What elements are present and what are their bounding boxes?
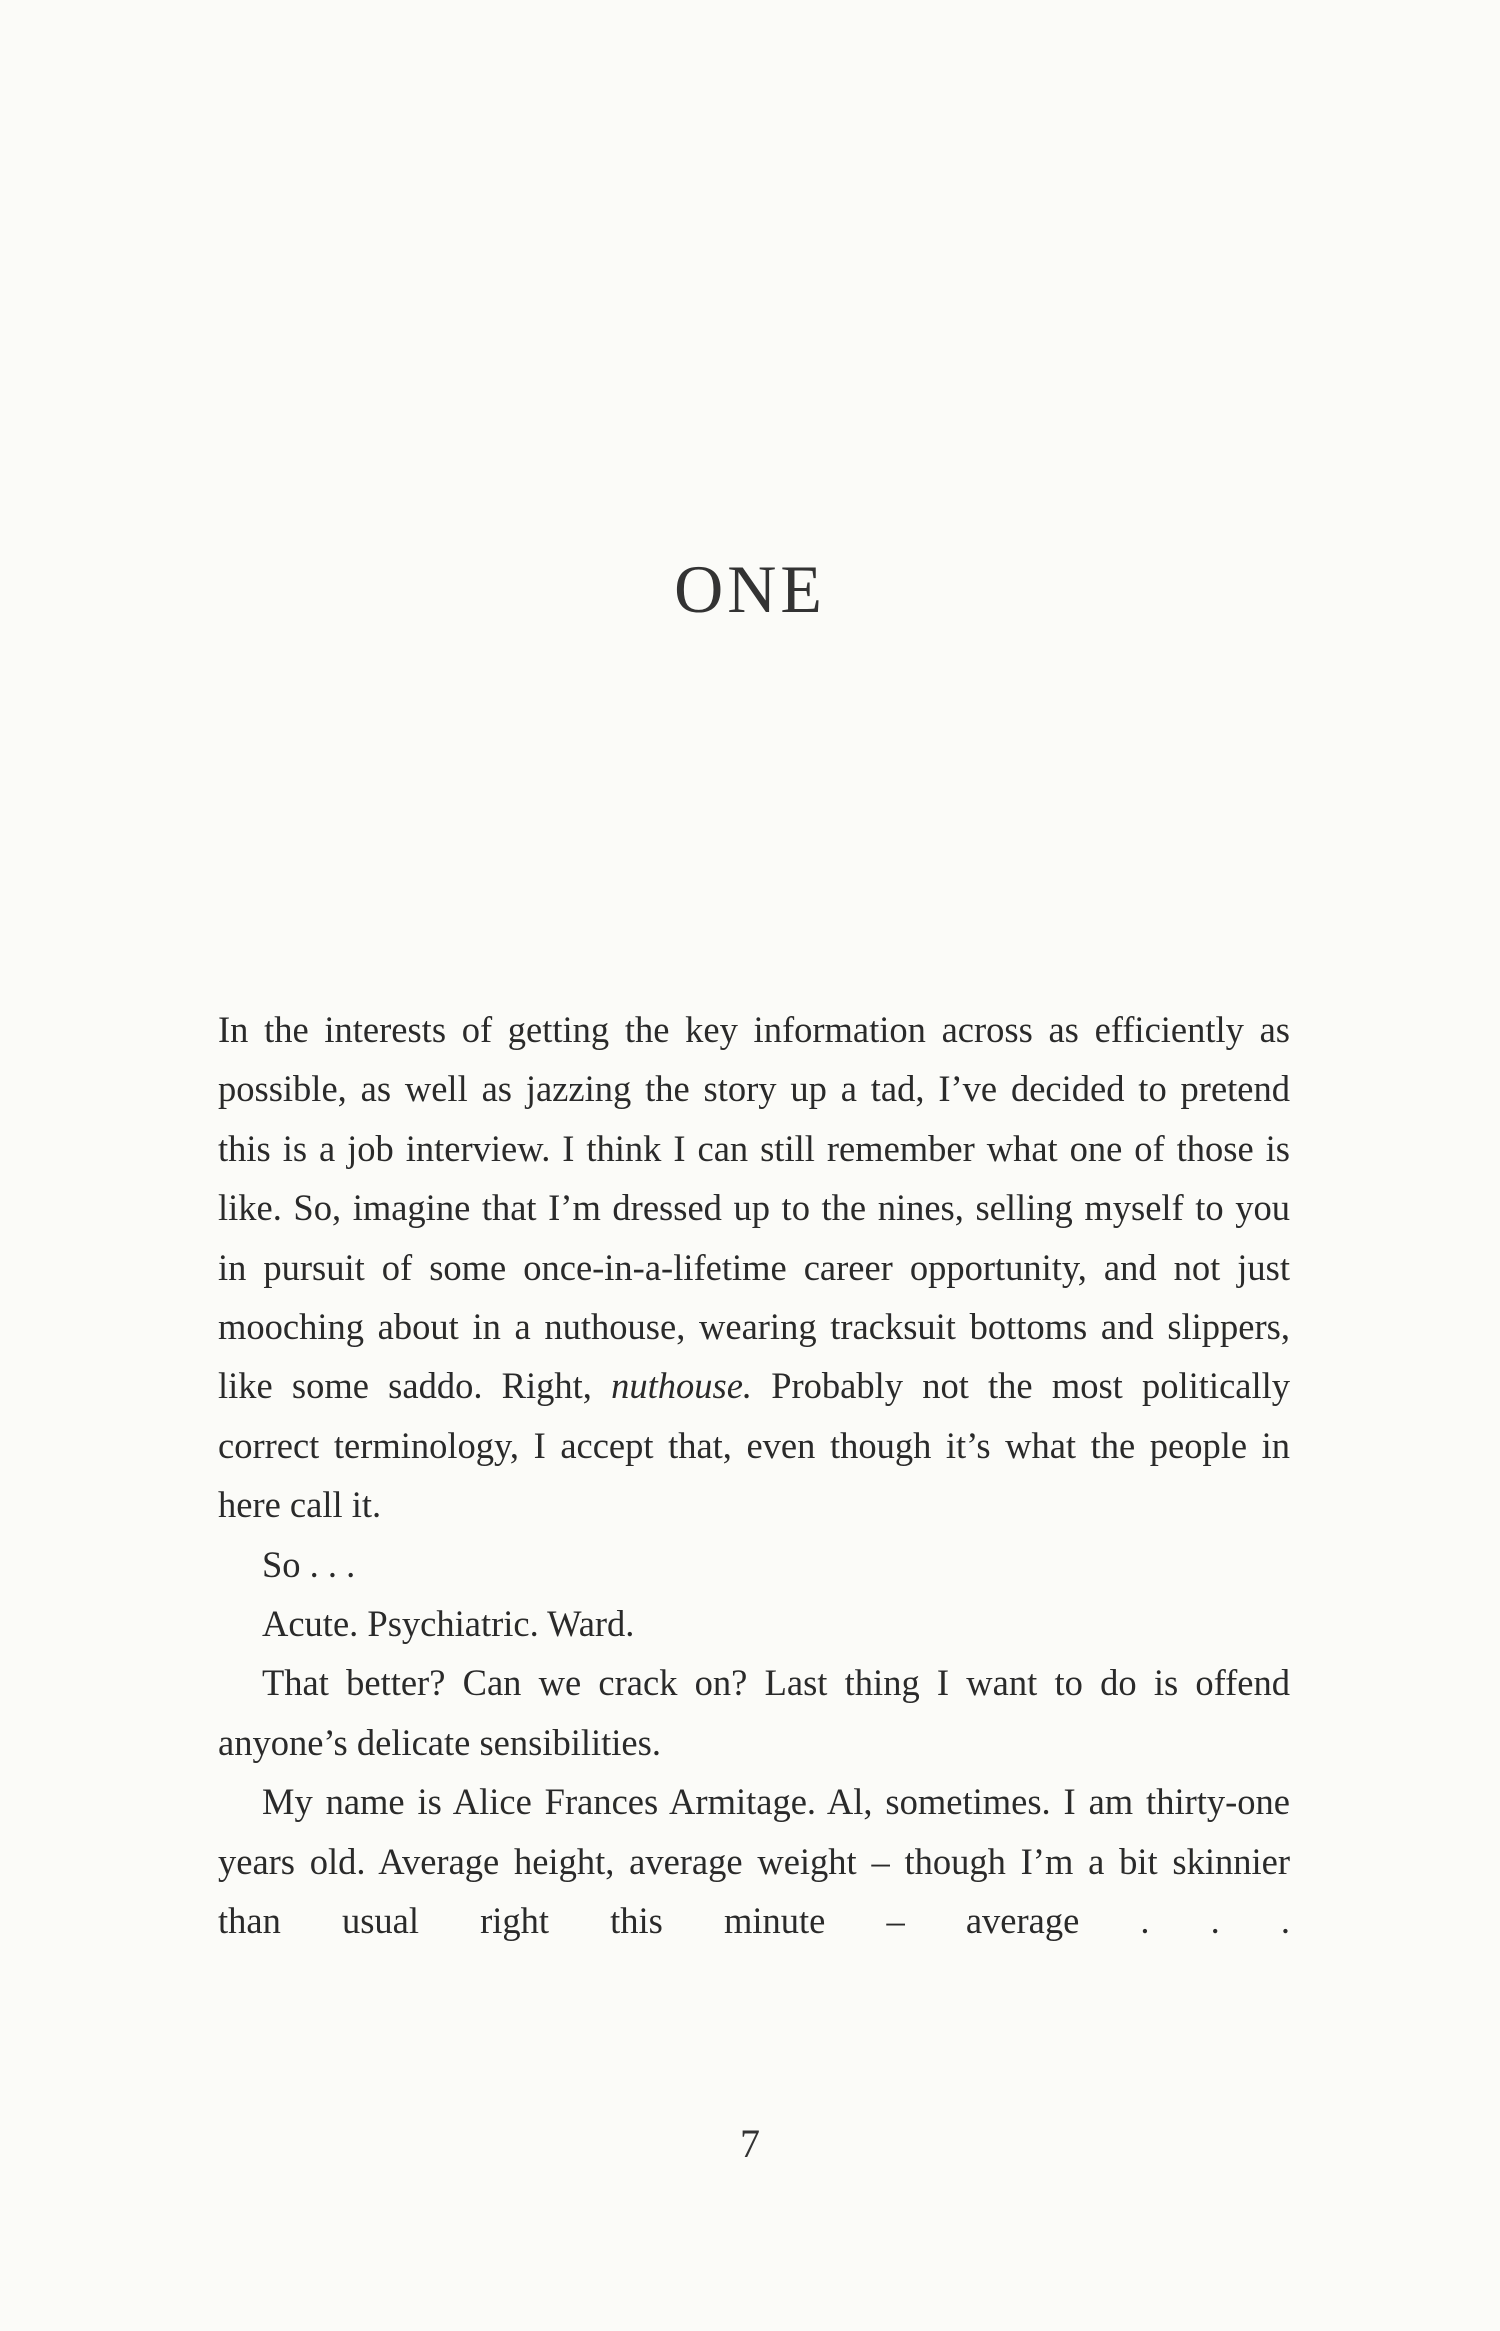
- paragraph-3: Acute. Psychiatric. Ward.: [262, 1603, 635, 1645]
- paragraph-5: My name is Alice Frances Armitage. Al, sometimes. I am thirty-one years old. Average height, average weight – though I’m a bit skinnier than usual right this minute – average . . .: [218, 1781, 1290, 1942]
- emphasis-nuthouse: nuthouse.: [611, 1365, 753, 1407]
- paragraph-1-text-before: In the interests of getting the key information across as efficiently as possible, as well as jazzing the story up a tad, I’ve decided to pretend this is a job interview. I think I can still remember what one of those is like. So, imagine that I’m dressed up to the nines, selling myself to you in pursuit of some once-in-a-lifetime career opportunity, and not just mooching about in a nuthouse, wearing tracksuit bottoms and slippers, like some saddo. Right,: [218, 1009, 1290, 1407]
- paragraph-2: So . . .: [262, 1543, 356, 1585]
- page-number: 7: [740, 2121, 760, 2166]
- body-text: [218, 1000, 1290, 1951]
- paragraph-1: [218, 1000, 1290, 1535]
- chapter-title: ONE: [674, 551, 826, 627]
- paragraph-4: That better? Can we crack on? Last thing I want to do is offend anyone’s delicate sensibilities.: [218, 1662, 1290, 1763]
- paragraph-1-text-after: Probably not the most politically correct terminology, I accept that, even though it’s what the people in here call it.: [218, 1365, 1290, 1526]
